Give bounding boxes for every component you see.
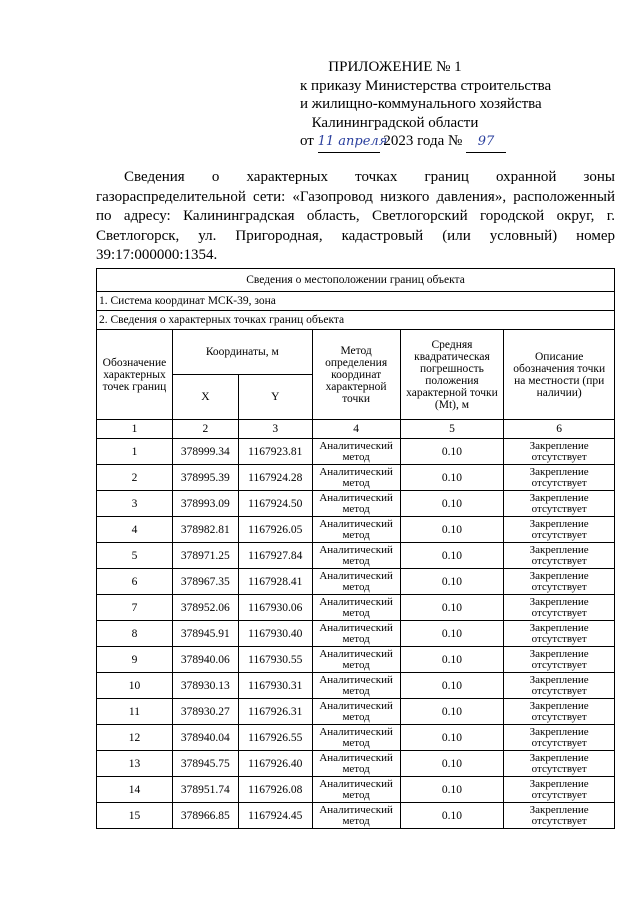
- description: Закрепление отсутствует: [504, 777, 615, 803]
- description: Закрепление отсутствует: [504, 699, 615, 725]
- description: Закрепление отсутствует: [504, 673, 615, 699]
- table-row: [97, 621, 615, 647]
- table-row: [97, 595, 615, 621]
- coord-x: 378993.09: [172, 491, 238, 517]
- colnum-4: 4: [312, 420, 400, 439]
- point-number: 14: [97, 777, 173, 803]
- coord-x: 378945.75: [172, 751, 238, 777]
- method: Аналитический метод: [312, 595, 400, 621]
- description: Закрепление отсутствует: [504, 491, 615, 517]
- mt-error: 0.10: [400, 595, 504, 621]
- mt-error: 0.10: [400, 569, 504, 595]
- method: Аналитический метод: [312, 517, 400, 543]
- table-row: [97, 673, 615, 699]
- point-number: 11: [97, 699, 173, 725]
- coord-y: 1167924.50: [238, 491, 312, 517]
- coord-y: 1167930.31: [238, 673, 312, 699]
- method: Аналитический метод: [312, 621, 400, 647]
- table-row: [97, 751, 615, 777]
- mt-error: 0.10: [400, 517, 504, 543]
- coord-y: 1167926.08: [238, 777, 312, 803]
- table-row: [97, 725, 615, 751]
- method: Аналитический метод: [312, 673, 400, 699]
- description: Закрепление отсутствует: [504, 517, 615, 543]
- coordinate-system: 1. Система координат МСК-39, зона: [97, 292, 615, 311]
- method: Аналитический метод: [312, 439, 400, 465]
- colnum-5: 5: [400, 420, 504, 439]
- header-line-2: к приказу Министерства строительства: [300, 77, 552, 94]
- description: Закрепление отсутствует: [504, 751, 615, 777]
- description: Закрепление отсутствует: [504, 543, 615, 569]
- point-number: 12: [97, 725, 173, 751]
- intro-text: Сведения о характерных точках границ охранной зоны газораспределительной сети: «Газопровод низкого давления», расположенный по адресу: Калининградская область, Светлогорский городской округ, г. Светлогорск, ул. Пригородная, кадастровый (или условный) номер 39:17:000000:1354.: [96, 169, 615, 263]
- table-row: [97, 491, 615, 517]
- table-row: [97, 569, 615, 595]
- coord-x: 378945.91: [172, 621, 238, 647]
- coord-y: 1167924.45: [238, 803, 312, 829]
- handwritten-order-number: 97: [466, 133, 506, 153]
- coord-y: 1167926.31: [238, 699, 312, 725]
- colnum-3: 3: [238, 420, 312, 439]
- point-number: 3: [97, 491, 173, 517]
- coord-y: 1167930.55: [238, 647, 312, 673]
- coord-x: 378940.04: [172, 725, 238, 751]
- method: Аналитический метод: [312, 543, 400, 569]
- method: Аналитический метод: [312, 777, 400, 803]
- order-date-line: [300, 132, 495, 153]
- point-number: 8: [97, 621, 173, 647]
- method: Аналитический метод: [312, 491, 400, 517]
- description: Закрепление отсутствует: [504, 595, 615, 621]
- header-line-3: и жилищно-коммунального хозяйства: [300, 96, 542, 112]
- colnum-2: 2: [172, 420, 238, 439]
- header-desc: Описание обозначения точки на местности (при наличии): [504, 330, 615, 420]
- mt-error: 0.10: [400, 803, 504, 829]
- mt-error: 0.10: [400, 673, 504, 699]
- coord-x: 378999.34: [172, 439, 238, 465]
- point-number: 4: [97, 517, 173, 543]
- table-row: [97, 439, 615, 465]
- coord-x: 378952.06: [172, 595, 238, 621]
- coord-y: 1167926.40: [238, 751, 312, 777]
- point-number: 7: [97, 595, 173, 621]
- mt-error: 0.10: [400, 699, 504, 725]
- header-x: X: [172, 375, 238, 420]
- mt-error: 0.10: [400, 621, 504, 647]
- point-number: 9: [97, 647, 173, 673]
- description: Закрепление отсутствует: [504, 569, 615, 595]
- mt-error: 0.10: [400, 543, 504, 569]
- coord-y: 1167928.41: [238, 569, 312, 595]
- point-number: 13: [97, 751, 173, 777]
- method: Аналитический метод: [312, 569, 400, 595]
- mt-error: 0.10: [400, 439, 504, 465]
- coord-x: 378930.13: [172, 673, 238, 699]
- method: Аналитический метод: [312, 465, 400, 491]
- table-title: Сведения о местоположении границ объекта: [97, 269, 615, 292]
- table-row: [97, 699, 615, 725]
- date-prefix: от: [300, 133, 314, 149]
- coord-y: 1167926.05: [238, 517, 312, 543]
- coord-y: 1167926.55: [238, 725, 312, 751]
- coord-x: 378995.39: [172, 465, 238, 491]
- header-error: Средняя квадратическая погрешность положения характерной точки (Mt), м: [400, 330, 504, 420]
- description: Закрепление отсутствует: [504, 803, 615, 829]
- coord-y: 1167930.40: [238, 621, 312, 647]
- description: Закрепление отсутствует: [504, 439, 615, 465]
- mt-error: 0.10: [400, 777, 504, 803]
- description: Закрепление отсутствует: [504, 647, 615, 673]
- handwritten-date: 11 апреля: [318, 133, 380, 153]
- coord-y: 1167930.06: [238, 595, 312, 621]
- appendix-title: ПРИЛОЖЕНИЕ № 1: [328, 59, 462, 75]
- description: Закрепление отсутствует: [504, 725, 615, 751]
- colnum-1: 1: [97, 420, 173, 439]
- header-y: Y: [238, 375, 312, 420]
- description: Закрепление отсутствует: [504, 621, 615, 647]
- table-row: [97, 517, 615, 543]
- point-number: 1: [97, 439, 173, 465]
- point-number: 15: [97, 803, 173, 829]
- coord-x: 378930.27: [172, 699, 238, 725]
- date-suffix: 2023 года №: [383, 133, 463, 149]
- point-number: 5: [97, 543, 173, 569]
- intro-paragraph: [96, 168, 615, 266]
- mt-error: 0.10: [400, 491, 504, 517]
- point-number: 6: [97, 569, 173, 595]
- table-row: [97, 777, 615, 803]
- mt-error: 0.10: [400, 465, 504, 491]
- coord-y: 1167927.84: [238, 543, 312, 569]
- table-row: [97, 543, 615, 569]
- colnum-6: 6: [504, 420, 615, 439]
- point-number: 2: [97, 465, 173, 491]
- table-row: [97, 465, 615, 491]
- point-number: 10: [97, 673, 173, 699]
- method: Аналитический метод: [312, 647, 400, 673]
- method: Аналитический метод: [312, 699, 400, 725]
- header-method: Метод определения координат характерной точки: [312, 330, 400, 420]
- coord-y: 1167923.81: [238, 439, 312, 465]
- method: Аналитический метод: [312, 751, 400, 777]
- coord-x: 378971.25: [172, 543, 238, 569]
- method: Аналитический метод: [312, 803, 400, 829]
- header-coords: Координаты, м: [172, 330, 312, 375]
- boundary-points-table: [96, 268, 615, 829]
- method: Аналитический метод: [312, 725, 400, 751]
- coord-x: 378940.06: [172, 647, 238, 673]
- mt-error: 0.10: [400, 751, 504, 777]
- mt-error: 0.10: [400, 725, 504, 751]
- description: Закрепление отсутствует: [504, 465, 615, 491]
- header-point: Обозначение характерных точек границ: [97, 330, 173, 420]
- coord-y: 1167924.28: [238, 465, 312, 491]
- document-header: [300, 58, 552, 153]
- section-2-title: 2. Сведения о характерных точках границ объекта: [97, 311, 615, 330]
- coord-x: 378966.85: [172, 803, 238, 829]
- coord-x: 378951.74: [172, 777, 238, 803]
- table-row: [97, 803, 615, 829]
- table-row: [97, 647, 615, 673]
- mt-error: 0.10: [400, 647, 504, 673]
- header-line-4: Калининградской области: [311, 114, 479, 131]
- coord-x: 378967.35: [172, 569, 238, 595]
- coord-x: 378982.81: [172, 517, 238, 543]
